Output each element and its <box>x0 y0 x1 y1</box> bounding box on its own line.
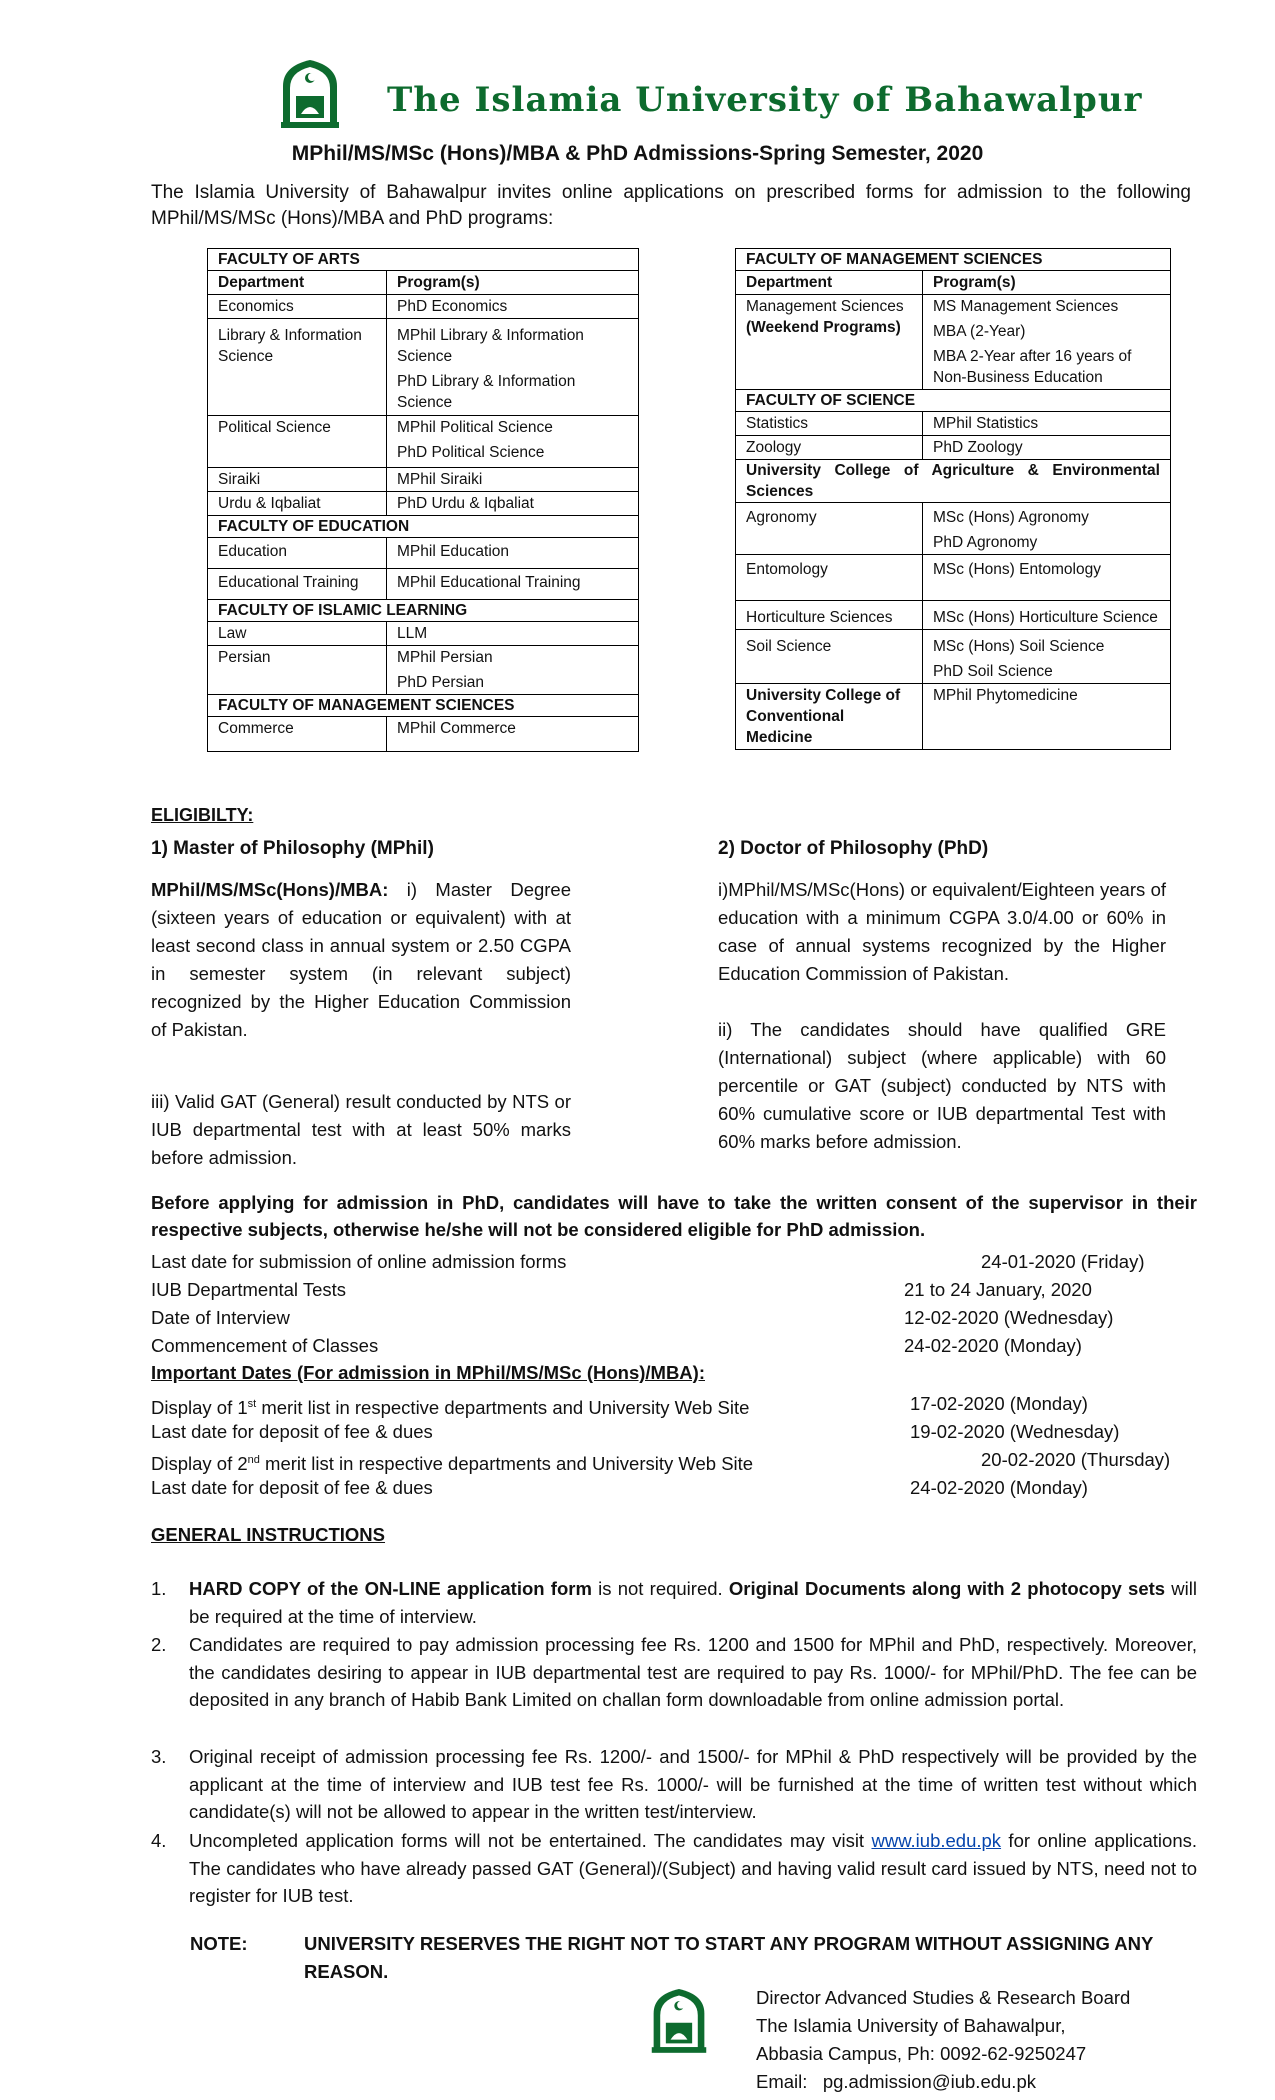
table-row: Siraiki MPhil Siraiki <box>208 468 639 492</box>
faculty-header: FACULTY OF MANAGEMENT SCIENCES <box>736 249 1171 271</box>
table-row: Statistics MPhil Statistics <box>736 412 1171 436</box>
contact-block: Director Advanced Studies & Research Board The Islamia University of Bahawalpur, Abbasia Campus, Ph: 0092-62-9250247 Email: pg.admission@iub.edu.pk <box>756 1987 1131 2092</box>
faculty-header: FACULTY OF MANAGEMENT SCIENCES <box>208 695 639 717</box>
phd-eligibility-2: ii) The candidates should have qualified GRE (International) subject (where applicable) with 60 percentile or GAT (subject) conducted by NTS with 60% cumulative score or IUB departmental Test with 60% marks before admission. <box>718 1019 1166 1152</box>
general-instructions-heading: GENERAL INSTRUCTIONS <box>151 1524 386 1545</box>
programs-table-right <box>735 248 1171 750</box>
table-row: Entomology MSc (Hons) Entomology <box>736 555 1171 601</box>
instruction-item: 3. Original receipt of admission processing fee Rs. 1200/- and 1500/- for MPhil & PhD respectively will be provided by the applicant at the time of interview and IUB test fee Rs. 1000/- will be furnished at the time of written test without which candidate(s) will not be allowed to appear in the written test/interview. <box>151 1746 1197 1822</box>
faculty-header: FACULTY OF ISLAMIC LEARNING <box>208 600 639 622</box>
date-row: Commencement of Classes 24-02-2020 (Monday) <box>151 1335 1082 1356</box>
date-row: Last date for deposit of fee & dues 19-02-2020 (Wednesday) <box>151 1421 1120 1442</box>
phd-consent-note: Before applying for admission in PhD, candidates will have to take the written consent of the supervisor in their respective subjects, otherwise he/she will not be considered eligible for PhD admission. <box>151 1192 1197 1240</box>
date-row: Date of Interview 12-02-2020 (Wednesday) <box>151 1307 1114 1328</box>
faculty-header: FACULTY OF ARTS <box>208 249 639 271</box>
instruction-item: 2. Candidates are required to pay admission processing fee Rs. 1200 and 1500 for MPhil and PhD, respectively. Moreover, the candidates desiring to appear in IUB departmental test are required to pay Rs. 1000/- for MPhil/PhD. The fee can be deposited in any branch of Habib Bank Limited on challan form downloadable from online admission portal. <box>151 1634 1197 1710</box>
table-row: Education MPhil Education <box>208 538 639 569</box>
date-row: Display of 2nd merit list in respective departments and University Web Site 20-02-2020 (Thursday) <box>151 1449 1171 1475</box>
university-name: The Islamia University of Bahawalpur <box>387 80 1143 120</box>
instruction-item: 4. Uncompleted application forms will not be entertained. The candidates may visit www.iub.edu.pk for online applications. The candidates who have already passed GAT (General)/(Subject) and having valid result card issued by NTS, need not to register for IUB test. <box>151 1830 1198 1906</box>
table-row: Agronomy MSc (Hons) Agronomy PhD Agronomy <box>736 503 1171 555</box>
table-row: Political Science MPhil Political Science PhD Political Science <box>208 416 639 468</box>
mphil-heading: 1) Master of Philosophy (MPhil) <box>151 838 434 859</box>
table-row: Law LLM <box>208 622 639 646</box>
date-row: IUB Departmental Tests 21 to 24 January, 2020 <box>151 1279 1092 1300</box>
contact-email: pg.admission@iub.edu.pk <box>822 2071 1036 2092</box>
column-header-department: Department <box>208 271 387 295</box>
table-row: Economics PhD Economics <box>208 295 639 319</box>
intro-paragraph: The Islamia University of Bahawalpur invites online applications on prescribed forms for admission to the following MPhil/MS/MSc (Hons)/MBA and PhD programs: <box>151 182 1191 229</box>
table-row: Persian MPhil Persian PhD Persian <box>208 646 639 695</box>
date-row: Last date for deposit of fee & dues 24-02-2020 (Monday) <box>151 1477 1088 1498</box>
faculty-header: University College of Agriculture & Environmental Sciences <box>736 460 1171 503</box>
table-row: University College of Conventional Medicine MPhil Phytomedicine <box>736 684 1171 750</box>
table-row: Urdu & Iqbaliat PhD Urdu & Iqbaliat <box>208 492 639 516</box>
note-text: UNIVERSITY RESERVES THE RIGHT NOT TO START ANY PROGRAM WITHOUT ASSIGNING ANY REASON. <box>304 1933 1154 1982</box>
university-logo <box>648 1985 710 2053</box>
note-label: NOTE: <box>190 1933 248 1954</box>
phd-eligibility-1: i)MPhil/MS/MSc(Hons) or equivalent/Eighteen years of education with a minimum CGPA 3.0/4.00 or 60% in case of annual systems recognized by the Higher Education Commission of Pakistan. <box>718 879 1166 984</box>
mphil-eligibility: MPhil/MS/MSc(Hons)/MBA: i) Master Degree (sixteen years of education or equivalent) with at least second class in annual system or 2.50 CGPA in semester system (in relevant subject) recognized by the Higher Education Commission of Pakistan. <box>151 879 572 1040</box>
table-row: Management Sciences (Weekend Programs) MS Management Sciences MBA (2-Year) MBA 2-Year after 16 years of Non-Business Education <box>736 295 1171 390</box>
table-row: Soil Science MSc (Hons) Soil Science PhD Soil Science <box>736 630 1171 684</box>
eligibility-heading: ELIGIBILTY: <box>151 805 254 825</box>
page-title: MPhil/MS/MSc (Hons)/MBA & PhD Admissions-Spring Semester, 2020 <box>291 142 984 165</box>
table-row: Horticulture Sciences MSc (Hons) Horticulture Science <box>736 601 1171 630</box>
instruction-item: 1. HARD COPY of the ON-LINE application form is not required. Original Documents along with 2 photocopy sets will be required at the time of interview. <box>151 1578 1197 1627</box>
mphil-eligibility-gat: iii) Valid GAT (General) result conducted by NTS or IUB departmental test with at least 50% marks before admission. <box>151 1091 571 1168</box>
phd-heading: 2) Doctor of Philosophy (PhD) <box>718 838 989 859</box>
important-dates-heading: Important Dates (For admission in MPhil/MS/MSc (Hons)/MBA): <box>151 1362 705 1383</box>
column-header-department: Department <box>736 271 923 295</box>
table-row: Zoology PhD Zoology <box>736 436 1171 460</box>
table-row: Library & Information Science MPhil Library & Information Science PhD Library & Information Science <box>208 319 639 416</box>
table-row: Commerce MPhil Commerce <box>208 717 639 752</box>
university-logo <box>277 56 343 128</box>
programs-table-left <box>207 248 639 752</box>
date-row: Last date for submission of online admission forms 24-01-2020 (Friday) <box>151 1251 1145 1272</box>
faculty-header: FACULTY OF EDUCATION <box>208 516 639 538</box>
column-header-programs: Program(s) <box>387 271 639 295</box>
iub-website-link[interactable]: www.iub.edu.pk <box>871 1830 1002 1851</box>
column-header-programs: Program(s) <box>923 271 1171 295</box>
table-row: Educational Training MPhil Educational Training <box>208 569 639 600</box>
faculty-header: FACULTY OF SCIENCE <box>736 390 1171 412</box>
date-row: Display of 1st merit list in respective departments and University Web Site 17-02-2020 (Monday) <box>151 1393 1088 1419</box>
